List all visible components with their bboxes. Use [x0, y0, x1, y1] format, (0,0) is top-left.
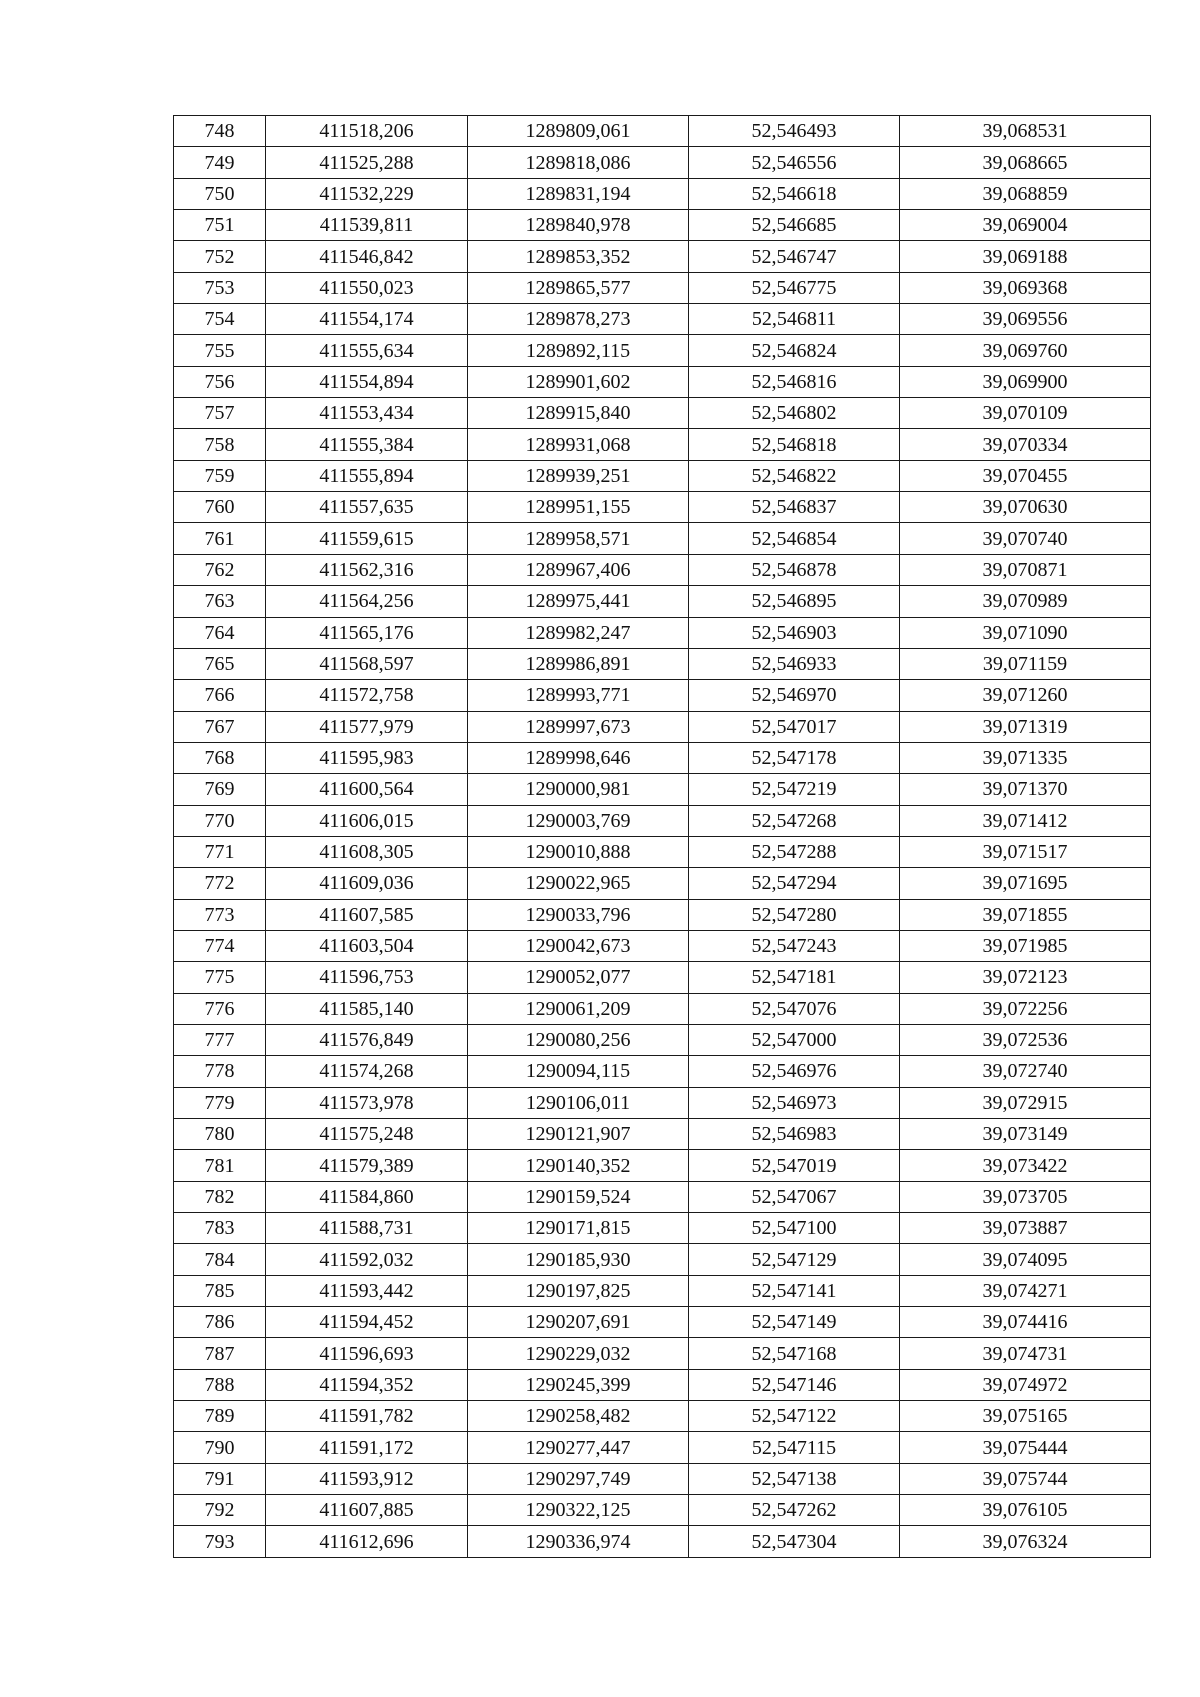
y-coordinate-cell: 1289840,978: [468, 210, 689, 241]
latitude-cell: 52,546822: [689, 460, 900, 491]
y-coordinate-cell: 1289982,247: [468, 617, 689, 648]
table-row: [174, 1307, 1151, 1338]
table-row: [174, 1432, 1151, 1463]
point-number-cell: 774: [174, 930, 266, 961]
x-coordinate-cell: 411550,023: [266, 272, 468, 303]
point-number-cell: 770: [174, 805, 266, 836]
point-number-cell: 785: [174, 1275, 266, 1306]
x-coordinate-cell: 411579,389: [266, 1150, 468, 1181]
point-number-cell: 759: [174, 460, 266, 491]
point-number-cell: 790: [174, 1432, 266, 1463]
longitude-cell: 39,074271: [900, 1275, 1151, 1306]
table-row: [174, 680, 1151, 711]
longitude-cell: 39,072536: [900, 1024, 1151, 1055]
x-coordinate-cell: 411554,894: [266, 366, 468, 397]
table-row: [174, 1213, 1151, 1244]
y-coordinate-cell: 1289901,602: [468, 366, 689, 397]
longitude-cell: 39,075744: [900, 1463, 1151, 1494]
latitude-cell: 52,547019: [689, 1150, 900, 1181]
latitude-cell: 52,546818: [689, 429, 900, 460]
longitude-cell: 39,072123: [900, 962, 1151, 993]
table-row: [174, 868, 1151, 899]
point-number-cell: 757: [174, 398, 266, 429]
latitude-cell: 52,546983: [689, 1119, 900, 1150]
latitude-cell: 52,546837: [689, 492, 900, 523]
longitude-cell: 39,070871: [900, 554, 1151, 585]
longitude-cell: 39,069900: [900, 366, 1151, 397]
latitude-cell: 52,547100: [689, 1213, 900, 1244]
latitude-cell: 52,547122: [689, 1401, 900, 1432]
y-coordinate-cell: 1289975,441: [468, 586, 689, 617]
longitude-cell: 39,069368: [900, 272, 1151, 303]
latitude-cell: 52,547017: [689, 711, 900, 742]
table-row: [174, 899, 1151, 930]
latitude-cell: 52,547115: [689, 1432, 900, 1463]
x-coordinate-cell: 411608,305: [266, 836, 468, 867]
x-coordinate-cell: 411596,753: [266, 962, 468, 993]
table-row: [174, 1087, 1151, 1118]
point-number-cell: 756: [174, 366, 266, 397]
y-coordinate-cell: 1289809,061: [468, 116, 689, 147]
table-row: [174, 1275, 1151, 1306]
point-number-cell: 783: [174, 1213, 266, 1244]
y-coordinate-cell: 1289892,115: [468, 335, 689, 366]
y-coordinate-cell: 1290297,749: [468, 1463, 689, 1494]
longitude-cell: 39,072915: [900, 1087, 1151, 1118]
point-number-cell: 752: [174, 241, 266, 272]
latitude-cell: 52,546556: [689, 147, 900, 178]
longitude-cell: 39,069760: [900, 335, 1151, 366]
x-coordinate-cell: 411588,731: [266, 1213, 468, 1244]
y-coordinate-cell: 1289853,352: [468, 241, 689, 272]
y-coordinate-cell: 1290229,032: [468, 1338, 689, 1369]
y-coordinate-cell: 1290336,974: [468, 1526, 689, 1557]
latitude-cell: 52,546816: [689, 366, 900, 397]
table-row: [174, 366, 1151, 397]
table-row: [174, 1056, 1151, 1087]
longitude-cell: 39,073887: [900, 1213, 1151, 1244]
y-coordinate-cell: 1290207,691: [468, 1307, 689, 1338]
y-coordinate-cell: 1290185,930: [468, 1244, 689, 1275]
longitude-cell: 39,068859: [900, 178, 1151, 209]
x-coordinate-cell: 411575,248: [266, 1119, 468, 1150]
latitude-cell: 52,547304: [689, 1526, 900, 1557]
x-coordinate-cell: 411594,352: [266, 1369, 468, 1400]
y-coordinate-cell: 1289818,086: [468, 147, 689, 178]
longitude-cell: 39,070740: [900, 523, 1151, 554]
point-number-cell: 755: [174, 335, 266, 366]
point-number-cell: 788: [174, 1369, 266, 1400]
longitude-cell: 39,072256: [900, 993, 1151, 1024]
table-row: [174, 1463, 1151, 1494]
point-number-cell: 763: [174, 586, 266, 617]
longitude-cell: 39,074095: [900, 1244, 1151, 1275]
latitude-cell: 52,546747: [689, 241, 900, 272]
point-number-cell: 765: [174, 648, 266, 679]
table-row: [174, 836, 1151, 867]
latitude-cell: 52,547280: [689, 899, 900, 930]
y-coordinate-cell: 1290010,888: [468, 836, 689, 867]
y-coordinate-cell: 1290003,769: [468, 805, 689, 836]
x-coordinate-cell: 411565,176: [266, 617, 468, 648]
point-number-cell: 773: [174, 899, 266, 930]
longitude-cell: 39,073149: [900, 1119, 1151, 1150]
y-coordinate-cell: 1289951,155: [468, 492, 689, 523]
longitude-cell: 39,075444: [900, 1432, 1151, 1463]
point-number-cell: 769: [174, 774, 266, 805]
table-row: [174, 1244, 1151, 1275]
table-row: [174, 147, 1151, 178]
point-number-cell: 791: [174, 1463, 266, 1494]
x-coordinate-cell: 411532,229: [266, 178, 468, 209]
table-row: [174, 116, 1151, 147]
x-coordinate-cell: 411562,316: [266, 554, 468, 585]
x-coordinate-cell: 411600,564: [266, 774, 468, 805]
point-number-cell: 772: [174, 868, 266, 899]
x-coordinate-cell: 411559,615: [266, 523, 468, 554]
coordinates-table: [173, 115, 1151, 1558]
y-coordinate-cell: 1289967,406: [468, 554, 689, 585]
y-coordinate-cell: 1290042,673: [468, 930, 689, 961]
y-coordinate-cell: 1290094,115: [468, 1056, 689, 1087]
x-coordinate-cell: 411607,885: [266, 1495, 468, 1526]
point-number-cell: 775: [174, 962, 266, 993]
table-row: [174, 1024, 1151, 1055]
latitude-cell: 52,546802: [689, 398, 900, 429]
table-row: [174, 648, 1151, 679]
longitude-cell: 39,070455: [900, 460, 1151, 491]
table-row: [174, 962, 1151, 993]
latitude-cell: 52,546895: [689, 586, 900, 617]
x-coordinate-cell: 411612,696: [266, 1526, 468, 1557]
latitude-cell: 52,547178: [689, 742, 900, 773]
point-number-cell: 789: [174, 1401, 266, 1432]
y-coordinate-cell: 1290322,125: [468, 1495, 689, 1526]
longitude-cell: 39,073705: [900, 1181, 1151, 1212]
latitude-cell: 52,547067: [689, 1181, 900, 1212]
x-coordinate-cell: 411572,758: [266, 680, 468, 711]
longitude-cell: 39,070109: [900, 398, 1151, 429]
y-coordinate-cell: 1289986,891: [468, 648, 689, 679]
point-number-cell: 766: [174, 680, 266, 711]
y-coordinate-cell: 1289939,251: [468, 460, 689, 491]
latitude-cell: 52,546903: [689, 617, 900, 648]
x-coordinate-cell: 411573,978: [266, 1087, 468, 1118]
point-number-cell: 787: [174, 1338, 266, 1369]
x-coordinate-cell: 411591,782: [266, 1401, 468, 1432]
x-coordinate-cell: 411518,206: [266, 116, 468, 147]
table-row: [174, 523, 1151, 554]
y-coordinate-cell: 1289831,194: [468, 178, 689, 209]
x-coordinate-cell: 411603,504: [266, 930, 468, 961]
table-row: [174, 930, 1151, 961]
point-number-cell: 792: [174, 1495, 266, 1526]
table-row: [174, 335, 1151, 366]
table-row: [174, 210, 1151, 241]
x-coordinate-cell: 411553,434: [266, 398, 468, 429]
point-number-cell: 767: [174, 711, 266, 742]
longitude-cell: 39,069188: [900, 241, 1151, 272]
longitude-cell: 39,069004: [900, 210, 1151, 241]
point-number-cell: 749: [174, 147, 266, 178]
y-coordinate-cell: 1289915,840: [468, 398, 689, 429]
longitude-cell: 39,071335: [900, 742, 1151, 773]
x-coordinate-cell: 411539,811: [266, 210, 468, 241]
y-coordinate-cell: 1290061,209: [468, 993, 689, 1024]
latitude-cell: 52,547288: [689, 836, 900, 867]
longitude-cell: 39,068531: [900, 116, 1151, 147]
point-number-cell: 748: [174, 116, 266, 147]
x-coordinate-cell: 411594,452: [266, 1307, 468, 1338]
table-row: [174, 460, 1151, 491]
latitude-cell: 52,546685: [689, 210, 900, 241]
longitude-cell: 39,071517: [900, 836, 1151, 867]
y-coordinate-cell: 1290033,796: [468, 899, 689, 930]
y-coordinate-cell: 1290245,399: [468, 1369, 689, 1400]
longitude-cell: 39,073422: [900, 1150, 1151, 1181]
latitude-cell: 52,546493: [689, 116, 900, 147]
x-coordinate-cell: 411546,842: [266, 241, 468, 272]
latitude-cell: 52,547168: [689, 1338, 900, 1369]
latitude-cell: 52,546933: [689, 648, 900, 679]
longitude-cell: 39,072740: [900, 1056, 1151, 1087]
x-coordinate-cell: 411607,585: [266, 899, 468, 930]
longitude-cell: 39,074972: [900, 1369, 1151, 1400]
latitude-cell: 52,546824: [689, 335, 900, 366]
point-number-cell: 754: [174, 304, 266, 335]
x-coordinate-cell: 411555,384: [266, 429, 468, 460]
table-row: [174, 429, 1151, 460]
latitude-cell: 52,546970: [689, 680, 900, 711]
longitude-cell: 39,074416: [900, 1307, 1151, 1338]
point-number-cell: 750: [174, 178, 266, 209]
point-number-cell: 779: [174, 1087, 266, 1118]
longitude-cell: 39,071985: [900, 930, 1151, 961]
table-row: [174, 272, 1151, 303]
table-row: [174, 586, 1151, 617]
longitude-cell: 39,071319: [900, 711, 1151, 742]
table-row: [174, 1338, 1151, 1369]
point-number-cell: 762: [174, 554, 266, 585]
longitude-cell: 39,076324: [900, 1526, 1151, 1557]
point-number-cell: 753: [174, 272, 266, 303]
longitude-cell: 39,071695: [900, 868, 1151, 899]
point-number-cell: 782: [174, 1181, 266, 1212]
x-coordinate-cell: 411574,268: [266, 1056, 468, 1087]
latitude-cell: 52,546775: [689, 272, 900, 303]
x-coordinate-cell: 411585,140: [266, 993, 468, 1024]
latitude-cell: 52,547076: [689, 993, 900, 1024]
y-coordinate-cell: 1290052,077: [468, 962, 689, 993]
x-coordinate-cell: 411606,015: [266, 805, 468, 836]
x-coordinate-cell: 411609,036: [266, 868, 468, 899]
point-number-cell: 771: [174, 836, 266, 867]
y-coordinate-cell: 1289998,646: [468, 742, 689, 773]
point-number-cell: 777: [174, 1024, 266, 1055]
longitude-cell: 39,071370: [900, 774, 1151, 805]
table-row: [174, 993, 1151, 1024]
y-coordinate-cell: 1289931,068: [468, 429, 689, 460]
x-coordinate-cell: 411596,693: [266, 1338, 468, 1369]
x-coordinate-cell: 411525,288: [266, 147, 468, 178]
latitude-cell: 52,546618: [689, 178, 900, 209]
y-coordinate-cell: 1290121,907: [468, 1119, 689, 1150]
y-coordinate-cell: 1290080,256: [468, 1024, 689, 1055]
table-row: [174, 1401, 1151, 1432]
x-coordinate-cell: 411593,912: [266, 1463, 468, 1494]
y-coordinate-cell: 1289878,273: [468, 304, 689, 335]
longitude-cell: 39,071090: [900, 617, 1151, 648]
table-row: [174, 178, 1151, 209]
table-row: [174, 774, 1151, 805]
table-row: [174, 1526, 1151, 1557]
y-coordinate-cell: 1290106,011: [468, 1087, 689, 1118]
table-row: [174, 398, 1151, 429]
longitude-cell: 39,068665: [900, 147, 1151, 178]
x-coordinate-cell: 411584,860: [266, 1181, 468, 1212]
latitude-cell: 52,546878: [689, 554, 900, 585]
y-coordinate-cell: 1290171,815: [468, 1213, 689, 1244]
latitude-cell: 52,547262: [689, 1495, 900, 1526]
point-number-cell: 776: [174, 993, 266, 1024]
y-coordinate-cell: 1289865,577: [468, 272, 689, 303]
latitude-cell: 52,547000: [689, 1024, 900, 1055]
x-coordinate-cell: 411554,174: [266, 304, 468, 335]
longitude-cell: 39,071855: [900, 899, 1151, 930]
longitude-cell: 39,070989: [900, 586, 1151, 617]
latitude-cell: 52,547219: [689, 774, 900, 805]
latitude-cell: 52,547181: [689, 962, 900, 993]
latitude-cell: 52,547149: [689, 1307, 900, 1338]
latitude-cell: 52,546854: [689, 523, 900, 554]
point-number-cell: 758: [174, 429, 266, 460]
y-coordinate-cell: 1290159,524: [468, 1181, 689, 1212]
table-row: [174, 711, 1151, 742]
x-coordinate-cell: 411557,635: [266, 492, 468, 523]
table-row: [174, 805, 1151, 836]
y-coordinate-cell: 1290022,965: [468, 868, 689, 899]
latitude-cell: 52,546811: [689, 304, 900, 335]
point-number-cell: 781: [174, 1150, 266, 1181]
y-coordinate-cell: 1290197,825: [468, 1275, 689, 1306]
table-row: [174, 554, 1151, 585]
x-coordinate-cell: 411555,634: [266, 335, 468, 366]
x-coordinate-cell: 411592,032: [266, 1244, 468, 1275]
table-row: [174, 742, 1151, 773]
latitude-cell: 52,547146: [689, 1369, 900, 1400]
point-number-cell: 761: [174, 523, 266, 554]
y-coordinate-cell: 1290258,482: [468, 1401, 689, 1432]
table-row: [174, 304, 1151, 335]
table-row: [174, 1150, 1151, 1181]
x-coordinate-cell: 411593,442: [266, 1275, 468, 1306]
point-number-cell: 793: [174, 1526, 266, 1557]
longitude-cell: 39,071260: [900, 680, 1151, 711]
longitude-cell: 39,076105: [900, 1495, 1151, 1526]
y-coordinate-cell: 1290140,352: [468, 1150, 689, 1181]
y-coordinate-cell: 1289997,673: [468, 711, 689, 742]
x-coordinate-cell: 411564,256: [266, 586, 468, 617]
latitude-cell: 52,547294: [689, 868, 900, 899]
coordinates-table-body: [174, 116, 1151, 1558]
x-coordinate-cell: 411555,894: [266, 460, 468, 491]
latitude-cell: 52,547129: [689, 1244, 900, 1275]
x-coordinate-cell: 411568,597: [266, 648, 468, 679]
table-row: [174, 1181, 1151, 1212]
latitude-cell: 52,547141: [689, 1275, 900, 1306]
point-number-cell: 768: [174, 742, 266, 773]
latitude-cell: 52,546976: [689, 1056, 900, 1087]
table-row: [174, 241, 1151, 272]
table-row: [174, 1495, 1151, 1526]
longitude-cell: 39,070334: [900, 429, 1151, 460]
longitude-cell: 39,071159: [900, 648, 1151, 679]
point-number-cell: 778: [174, 1056, 266, 1087]
table-row: [174, 1119, 1151, 1150]
x-coordinate-cell: 411591,172: [266, 1432, 468, 1463]
point-number-cell: 751: [174, 210, 266, 241]
point-number-cell: 780: [174, 1119, 266, 1150]
longitude-cell: 39,070630: [900, 492, 1151, 523]
table-row: [174, 617, 1151, 648]
x-coordinate-cell: 411576,849: [266, 1024, 468, 1055]
point-number-cell: 760: [174, 492, 266, 523]
table-row: [174, 492, 1151, 523]
longitude-cell: 39,071412: [900, 805, 1151, 836]
point-number-cell: 786: [174, 1307, 266, 1338]
point-number-cell: 784: [174, 1244, 266, 1275]
table-row: [174, 1369, 1151, 1400]
latitude-cell: 52,547268: [689, 805, 900, 836]
latitude-cell: 52,546973: [689, 1087, 900, 1118]
x-coordinate-cell: 411595,983: [266, 742, 468, 773]
longitude-cell: 39,074731: [900, 1338, 1151, 1369]
latitude-cell: 52,547243: [689, 930, 900, 961]
x-coordinate-cell: 411577,979: [266, 711, 468, 742]
point-number-cell: 764: [174, 617, 266, 648]
y-coordinate-cell: 1289958,571: [468, 523, 689, 554]
longitude-cell: 39,069556: [900, 304, 1151, 335]
y-coordinate-cell: 1290000,981: [468, 774, 689, 805]
latitude-cell: 52,547138: [689, 1463, 900, 1494]
longitude-cell: 39,075165: [900, 1401, 1151, 1432]
y-coordinate-cell: 1290277,447: [468, 1432, 689, 1463]
y-coordinate-cell: 1289993,771: [468, 680, 689, 711]
